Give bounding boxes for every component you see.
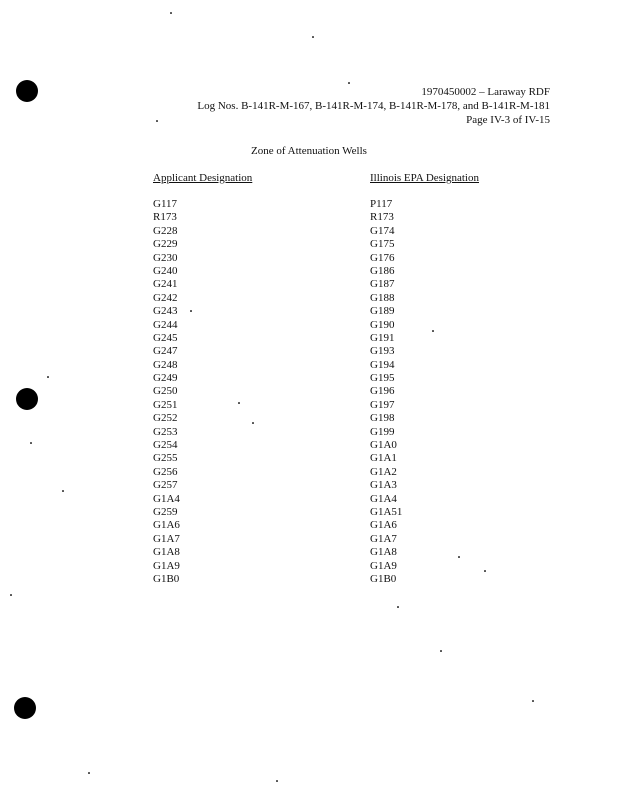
scan-speck (170, 12, 172, 14)
epa-designation-cell: G199 (370, 425, 395, 438)
applicant-designation-cell: G1A8 (153, 546, 180, 559)
epa-column-header: Illinois EPA Designation (370, 172, 479, 184)
epa-designation-cell: G193 (370, 345, 395, 358)
epa-designation-cell: G1A2 (370, 465, 397, 478)
applicant-designation-cell: G256 (153, 465, 178, 478)
scan-speck (458, 556, 460, 558)
scan-speck (312, 36, 314, 38)
applicant-designation-cell: G241 (153, 278, 178, 291)
epa-designation-cell: G174 (370, 224, 395, 237)
epa-designation-cell: G1B0 (370, 572, 397, 585)
epa-designation-cell: G1A0 (370, 439, 397, 452)
section-title: Zone of Attenuation Wells (251, 145, 367, 157)
applicant-designation-cell: G248 (153, 358, 178, 371)
header-page-number: Page IV-3 of IV-15 (466, 114, 550, 126)
scan-speck (276, 780, 278, 782)
punch-hole-top (16, 80, 38, 102)
epa-designation-cell: G190 (370, 318, 395, 331)
applicant-column (153, 198, 180, 586)
scan-speck (397, 606, 399, 608)
epa-designation-cell: G1A1 (370, 452, 397, 465)
applicant-designation-cell: G229 (153, 238, 178, 251)
applicant-designation-cell: G259 (153, 505, 178, 518)
applicant-designation-cell: G242 (153, 291, 178, 304)
applicant-designation-cell: G249 (153, 372, 178, 385)
applicant-designation-cell: G240 (153, 264, 178, 277)
epa-designation-cell: G1A9 (370, 559, 397, 572)
applicant-designation-cell: G117 (153, 198, 178, 210)
header-log-numbers: Log Nos. B-141R-M-167, B-141R-M-174, B-141R-M-178, and B-141R-M-181 (197, 100, 550, 112)
scan-speck (238, 402, 240, 404)
epa-designation-cell: G1A8 (370, 546, 397, 559)
applicant-designation-cell: G253 (153, 425, 178, 438)
scan-speck (432, 330, 434, 332)
applicant-designation-cell: G228 (153, 224, 178, 237)
applicant-designation-cell: G230 (153, 251, 178, 264)
applicant-designation-cell: G251 (153, 398, 178, 411)
applicant-designation-cell: G252 (153, 412, 178, 425)
epa-designation-cell: G1A4 (370, 492, 397, 505)
punch-hole-bottom (14, 697, 36, 719)
epa-designation-cell: G187 (370, 278, 395, 291)
applicant-designation-cell: G1A7 (153, 532, 180, 545)
epa-designation-cell: G194 (370, 358, 395, 371)
applicant-designation-cell: G1A9 (153, 559, 180, 572)
applicant-designation-cell: G250 (153, 385, 178, 398)
scan-speck (532, 700, 534, 702)
applicant-designation-cell: G247 (153, 345, 178, 358)
epa-designation-cell: G195 (370, 372, 395, 385)
scan-speck (156, 120, 158, 122)
epa-column (370, 198, 402, 586)
epa-designation-cell: G197 (370, 398, 395, 411)
epa-designation-cell: G186 (370, 264, 395, 277)
epa-designation-cell: G1A3 (370, 479, 397, 492)
scan-speck (10, 594, 12, 596)
applicant-designation-cell: G257 (153, 479, 178, 492)
applicant-designation-cell: G1A4 (153, 492, 180, 505)
applicant-designation-cell: G255 (153, 452, 178, 465)
applicant-designation-cell: G1A6 (153, 519, 180, 532)
epa-designation-cell: G188 (370, 291, 395, 304)
applicant-designation-cell: G245 (153, 331, 178, 344)
applicant-designation-cell: G244 (153, 318, 178, 331)
epa-designation-cell: G191 (370, 331, 395, 344)
applicant-designation-cell: G1B0 (153, 572, 180, 585)
scan-speck (252, 422, 254, 424)
applicant-designation-cell: G254 (153, 439, 178, 452)
header-facility: 1970450002 – Laraway RDF (421, 86, 550, 98)
epa-designation-cell: G1A7 (370, 532, 397, 545)
epa-designation-cell: G175 (370, 238, 395, 251)
epa-designation-cell: G196 (370, 385, 395, 398)
epa-designation-cell: G189 (370, 305, 395, 318)
applicant-designation-cell: R173 (153, 211, 177, 224)
scan-speck (348, 82, 350, 84)
epa-designation-cell: R173 (370, 211, 394, 224)
scan-speck (440, 650, 442, 652)
applicant-designation-cell: G243 (153, 305, 178, 318)
scan-speck (47, 376, 49, 378)
scan-speck (30, 442, 32, 444)
epa-designation-cell: G1A6 (370, 519, 397, 532)
epa-designation-cell: G1A51 (370, 505, 403, 518)
scan-speck (88, 772, 90, 774)
applicant-column-header: Applicant Designation (153, 172, 253, 184)
scan-speck (62, 490, 64, 492)
epa-designation-cell: P117 (370, 198, 393, 210)
scan-speck (190, 310, 192, 312)
epa-designation-cell: G176 (370, 251, 395, 264)
scan-speck (484, 570, 486, 572)
epa-designation-cell: G198 (370, 412, 395, 425)
punch-hole-middle (16, 388, 38, 410)
